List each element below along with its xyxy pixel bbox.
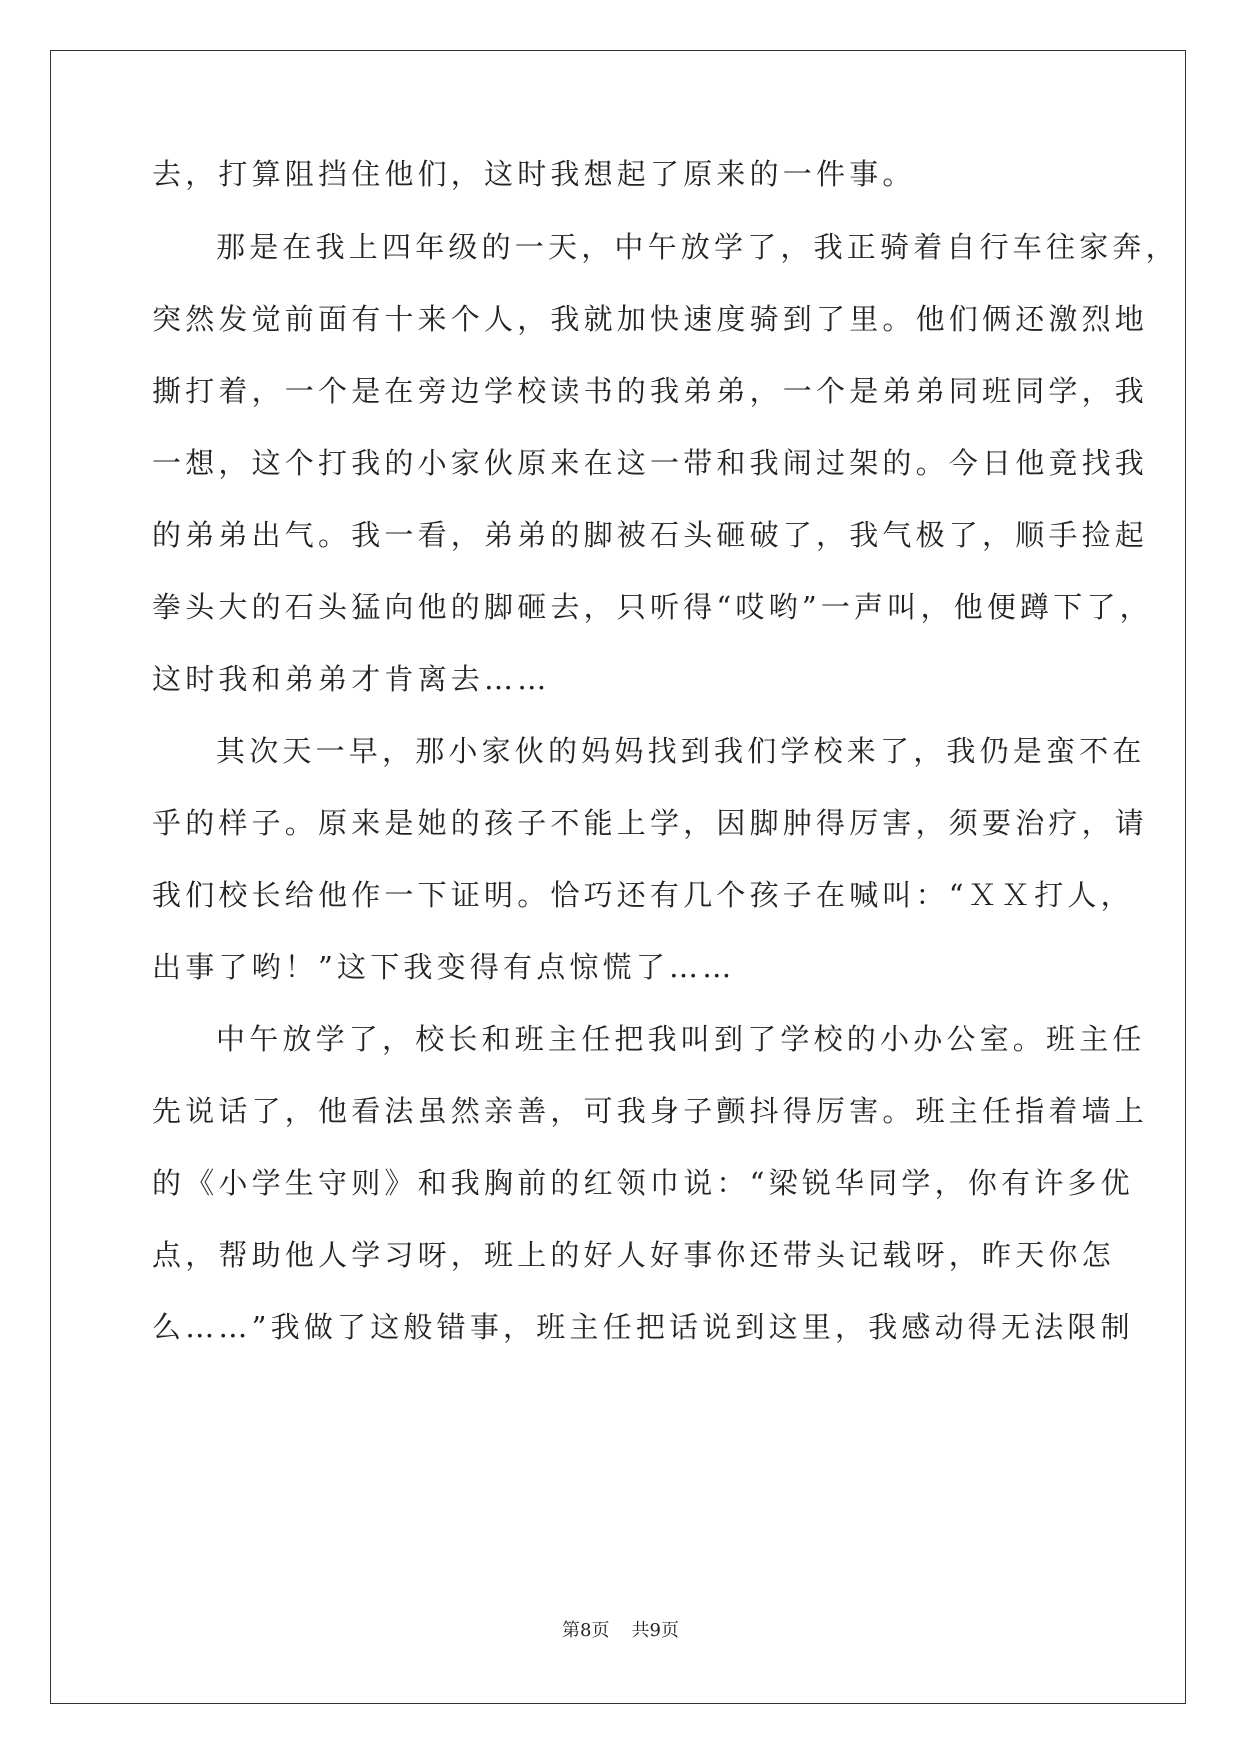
text-line: 的弟弟出气。我一看，弟弟的脚被石头砸破了，我气极了，顺手捡起 [152, 518, 1149, 552]
text-line: 去，打算阻挡住他们，这时我想起了原来的一件事。 [152, 157, 916, 191]
text-line: 的《小学生守则》和我胸前的红领巾说：“梁锐华同学，你有许多优 [152, 1166, 1134, 1200]
page-number: 第8页 [562, 1620, 610, 1641]
text-line: 这时我和弟弟才肯离去…… [152, 662, 551, 696]
page-footer [0, 1616, 1241, 1642]
text-line: 那是在我上四年级的一天，中午放学了，我正骑着自行车往家奔， [216, 230, 1179, 264]
text-line: 一想，这个打我的小家伙原来在这一带和我闹过架的。今日他竟找我 [152, 446, 1149, 480]
page-total: 共9页 [631, 1620, 679, 1641]
text-line: 先说话了，他看法虽然亲善，可我身子颤抖得厉害。班主任指着墙上 [152, 1094, 1149, 1128]
text-line: 么……”我做了这般错事，班主任把话说到这里，我感动得无法限制 [152, 1310, 1134, 1344]
text-line: 乎的样子。原来是她的孩子不能上学，因脚肿得厉害，须要治疗，请 [152, 806, 1149, 840]
text-line: 撕打着，一个是在旁边学校读书的我弟弟，一个是弟弟同班同学，我 [152, 374, 1149, 408]
text-line: 中午放学了，校长和班主任把我叫到了学校的小办公室。班主任 [216, 1022, 1146, 1056]
text-line: 其次天一早，那小家伙的妈妈找到我们学校来了，我仍是蛮不在 [216, 734, 1146, 768]
text-line: 我们校长给他作一下证明。恰巧还有几个孩子在喊叫：“ＸＸ打人， [152, 878, 1134, 912]
text-line: 拳头大的石头猛向他的脚砸去，只听得“哎哟”一声叫，他便蹲下了， [152, 590, 1153, 624]
text-line: 出事了哟！”这下我变得有点惊慌了…… [152, 950, 736, 984]
text-line: 突然发觉前面有十来个人，我就加快速度骑到了里。他们俩还激烈地 [152, 302, 1149, 336]
text-line: 点，帮助他人学习呀，班上的好人好事你还带头记载呀，昨天你怎 [152, 1238, 1115, 1272]
